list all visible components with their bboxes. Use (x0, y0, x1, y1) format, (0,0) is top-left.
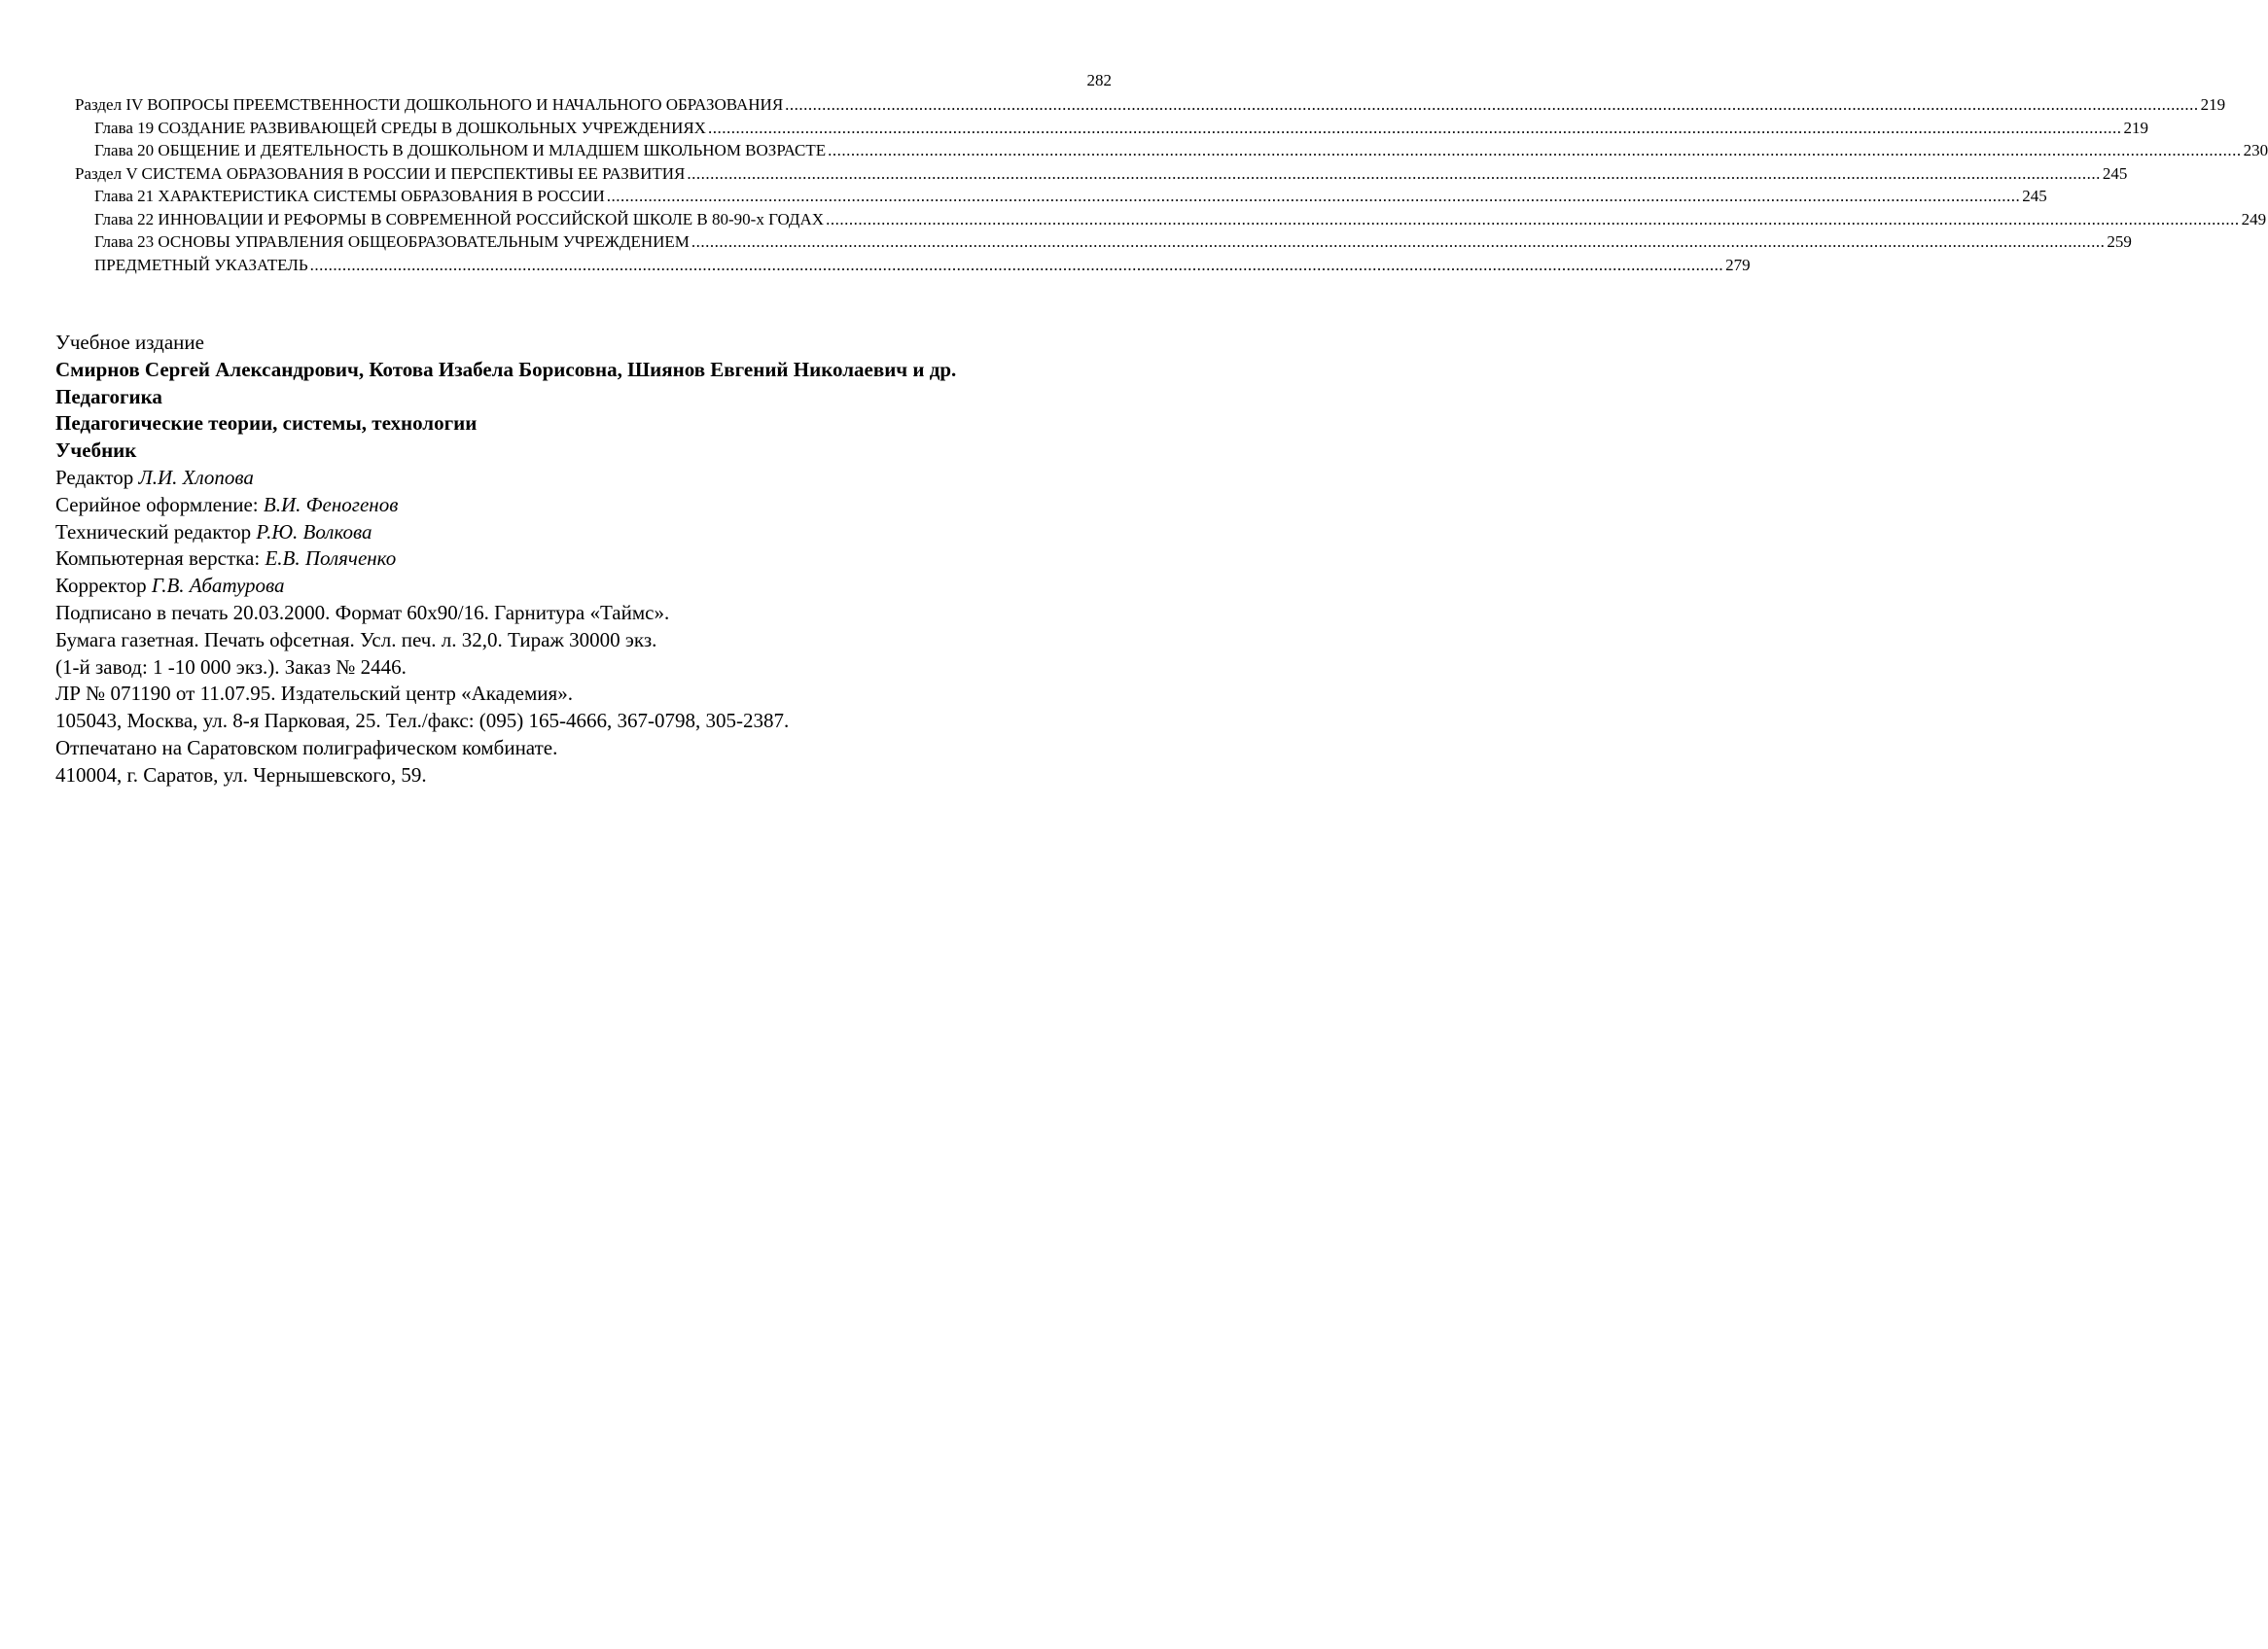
layout-credit (55, 545, 1125, 573)
toc-entry-page: 219 (2200, 95, 2226, 114)
toc-entry-page: 230 (2243, 141, 2268, 159)
toc-entry-title: Глава 23 ОСНОВЫ УПРАВЛЕНИЯ ОБЩЕОБРАЗОВАТЕЛЬНЫМ УЧРЕЖДЕНИЕМ (94, 232, 690, 251)
series-design-credit (55, 492, 1125, 519)
credit-name: В.И. Феногенов (263, 492, 399, 516)
toc-leader-dots (691, 230, 2106, 254)
credit-name: Р.Ю. Волкова (256, 519, 372, 544)
toc-entry-page: 219 (2123, 118, 2148, 137)
toc-entry-chapter-22[interactable] (75, 208, 2267, 231)
toc-leader-dots (828, 139, 2242, 162)
toc-entry-section-4[interactable] (75, 93, 2226, 117)
toc-entry-title: Глава 19 СОЗДАНИЕ РАЗВИВАЮЩЕЙ СРЕДЫ В ДОШКОЛЬНЫХ УЧРЕЖДЕНИЯХ (94, 118, 706, 137)
printing-house: Отпечатано на Саратовском полиграфическом комбинате. (55, 735, 558, 759)
order-info: (1-й завод: 1 -10 000 экз.). Заказ № 2446. (55, 654, 407, 679)
toc-entry-title: Глава 20 ОБЩЕНИЕ И ДЕЯТЕЛЬНОСТЬ В ДОШКОЛЬНОМ И МЛАДШЕМ ШКОЛЬНОМ ВОЗРАСТЕ (94, 141, 827, 159)
credit-label: Редактор (55, 465, 139, 489)
editor-credit (55, 465, 1125, 492)
imprint-block (55, 330, 1125, 789)
book-type: Учебник (55, 439, 137, 463)
printing-house-address: 410004, г. Саратов, ул. Чернышевского, 59. (55, 762, 427, 787)
authors: Смирнов Сергей Александрович, Котова Изабела Борисовна, Шиянов Евгений Николаевич и др. (55, 357, 957, 381)
toc-leader-dots (708, 117, 2122, 140)
toc-entry-page: 245 (2022, 187, 2047, 205)
table-of-contents (75, 93, 2268, 276)
toc-entry-page: 245 (2102, 163, 2128, 183)
edition-type: Учебное издание (55, 331, 204, 354)
toc-entry-chapter-23[interactable] (75, 230, 2132, 254)
credit-name: Е.В. Поляченко (265, 546, 397, 571)
toc-entry-chapter-19[interactable] (75, 117, 2148, 140)
toc-entry-title: Раздел V СИСТЕМА ОБРАЗОВАНИЯ В РОССИИ И ПЕРСПЕКТИВЫ ЕЕ РАЗВИТИЯ (75, 163, 686, 183)
page-number: 282 (1086, 71, 1112, 89)
toc-leader-dots (826, 208, 2240, 231)
toc-leader-dots (785, 93, 2199, 117)
toc-entry-chapter-20[interactable] (75, 139, 2268, 162)
credit-name: Г.В. Абатурова (151, 574, 285, 598)
toc-entry-page: 279 (1725, 255, 1751, 274)
book-title: Педагогика (55, 384, 162, 408)
credit-label: Компьютерная верстка: (55, 546, 266, 571)
license-publisher-info: ЛР № 071190 от 11.07.95. Издательский центр «Академия». (55, 682, 573, 706)
toc-entry-title: Глава 22 ИННОВАЦИИ И РЕФОРМЫ В СОВРЕМЕННОЙ РОССИЙСКОЙ ШКОЛЕ В 80-90-х ГОДАХ (94, 209, 825, 228)
toc-entry-title: Раздел IV ВОПРОСЫ ПРЕЕМСТВЕННОСТИ ДОШКОЛЬНОГО И НАЧАЛЬНОГО ОБРАЗОВАНИЯ (75, 95, 784, 114)
toc-entry-title: Глава 21 ХАРАКТЕРИСТИКА СИСТЕМЫ ОБРАЗОВАНИЯ В РОССИИ (94, 187, 605, 205)
credit-name: Л.И. Хлопова (138, 465, 254, 489)
paper-print-run-info: Бумага газетная. Печать офсетная. Усл. печ. л. 32,0. Тираж 30000 экз. (55, 627, 657, 651)
publisher-address: 105043, Москва, ул. 8-я Парковая, 25. Тел./факс: (095) 165-4666, 367-0798, 305-2387. (55, 709, 790, 733)
credit-label: Технический редактор (55, 519, 257, 544)
proofreader-credit (55, 573, 1125, 600)
toc-entry-subject-index[interactable] (75, 254, 1751, 277)
toc-leader-dots (607, 185, 2021, 208)
toc-entry-page: 259 (2107, 232, 2132, 251)
toc-entry-page: 249 (2241, 209, 2267, 228)
print-signing-info: Подписано в печать 20.03.2000. Формат 60x90/16. Гарнитура «Таймс». (55, 600, 670, 624)
toc-leader-dots (310, 254, 1724, 277)
book-subtitle: Педагогические теории, системы, технологии (55, 411, 478, 436)
credit-label: Корректор (55, 574, 152, 598)
toc-leader-dots (687, 162, 2101, 186)
tech-editor-credit (55, 519, 1125, 546)
toc-entry-chapter-21[interactable] (75, 185, 2047, 208)
toc-entry-title: ПРЕДМЕТНЫЙ УКАЗАТЕЛЬ (94, 255, 308, 274)
toc-entry-section-5[interactable] (75, 162, 2128, 186)
credit-label: Серийное оформление: (55, 492, 264, 516)
